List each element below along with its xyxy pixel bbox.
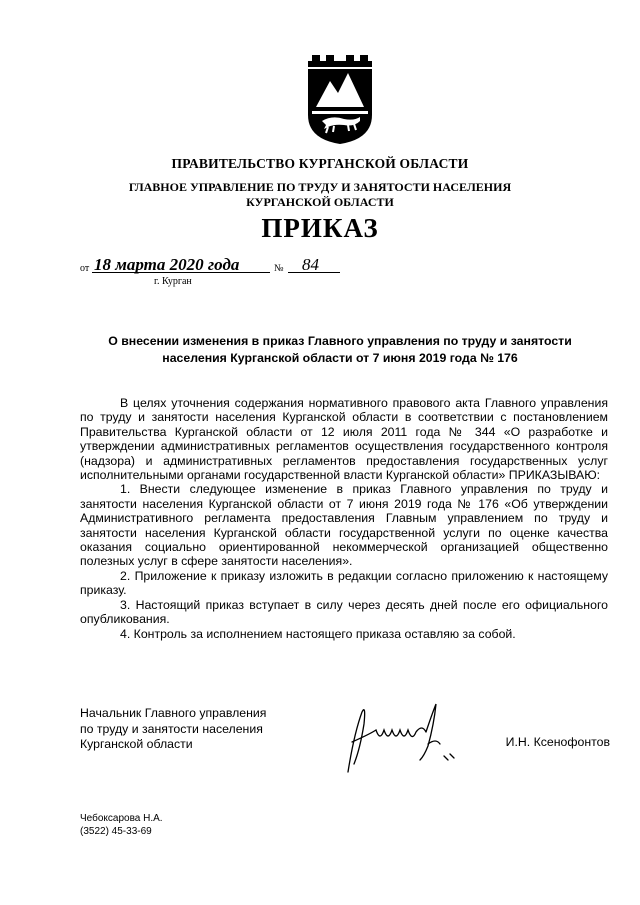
order-date: 18 марта 2020 года (94, 255, 240, 274)
handwritten-signature (340, 694, 465, 779)
order-number: 84 (302, 255, 319, 274)
department-name: ГЛАВНОЕ УПРАВЛЕНИЕ ПО ТРУДУ И ЗАНЯТОСТИ НАСЕЛЕНИЯ КУРГАНСКОЙ ОБЛАСТИ (128, 180, 512, 209)
order-body (80, 396, 608, 641)
document-type: ПРИКАЗ (261, 213, 379, 243)
item-4: 4. Контроль за исполнением настоящего приказа оставляю за собой. (120, 626, 516, 641)
item-2: 2. Приложение к приказу изложить в редакции согласно приложению к настоящему приказу. (80, 568, 608, 598)
city: г. Курган (154, 276, 192, 287)
executor-info (80, 812, 240, 838)
signatory-position: Начальник Главного управления по труду и занятости населения Курганской области (80, 706, 267, 751)
coat-of-arms-icon (304, 55, 376, 145)
executor-name: Чебоксарова Н.А. (80, 813, 163, 824)
item-3: 3. Настоящий приказ вступает в силу через десять дней после его официального опубликования. (80, 597, 608, 627)
executor-phone: (3522) 45-33-69 (80, 826, 152, 837)
signatory-name: И.Н. Ксенофонтов (505, 735, 610, 749)
number-underline (288, 272, 340, 273)
order-subject: О внесении изменения в приказ Главного управления по труду и занятости населения Курганской области от 7 июня 2019 года № 176 (108, 334, 572, 365)
date-underline (92, 272, 270, 273)
order-dateline: от 18 марта 2020 года № 84 г. Курган (80, 256, 360, 296)
government-name: ПРАВИТЕЛЬСТВО КУРГАНСКОЙ ОБЛАСТИ (171, 156, 469, 171)
preamble: В целях уточнения содержания нормативного правового акта Главного управления по труду и занятости населения Курганской области в соответствии с постановлением Правительства Курганской области от 12 июля 2011 года № 344 «О разработке и утверждении административных регламентов осуществления государственного контроля (надзора) и административных регламентов предоставления государственных услуг исполнительными органами государственной власти Курганской области» ПРИКАЗЫВАЮ: (80, 396, 608, 483)
item-1: 1. Внести следующее изменение в приказ Главного управления по труду и занятости населения Курганской области от 7 июня 2019 года № 176 «Об утверждении Административного регламента предоставления Главным управлением по труду и занятости населения Курганской области государственной услуги по оценке качества оказания социально ориентированной некоммерческой организацией общественно полезных услуг в сфере занятости населения». (80, 482, 608, 569)
